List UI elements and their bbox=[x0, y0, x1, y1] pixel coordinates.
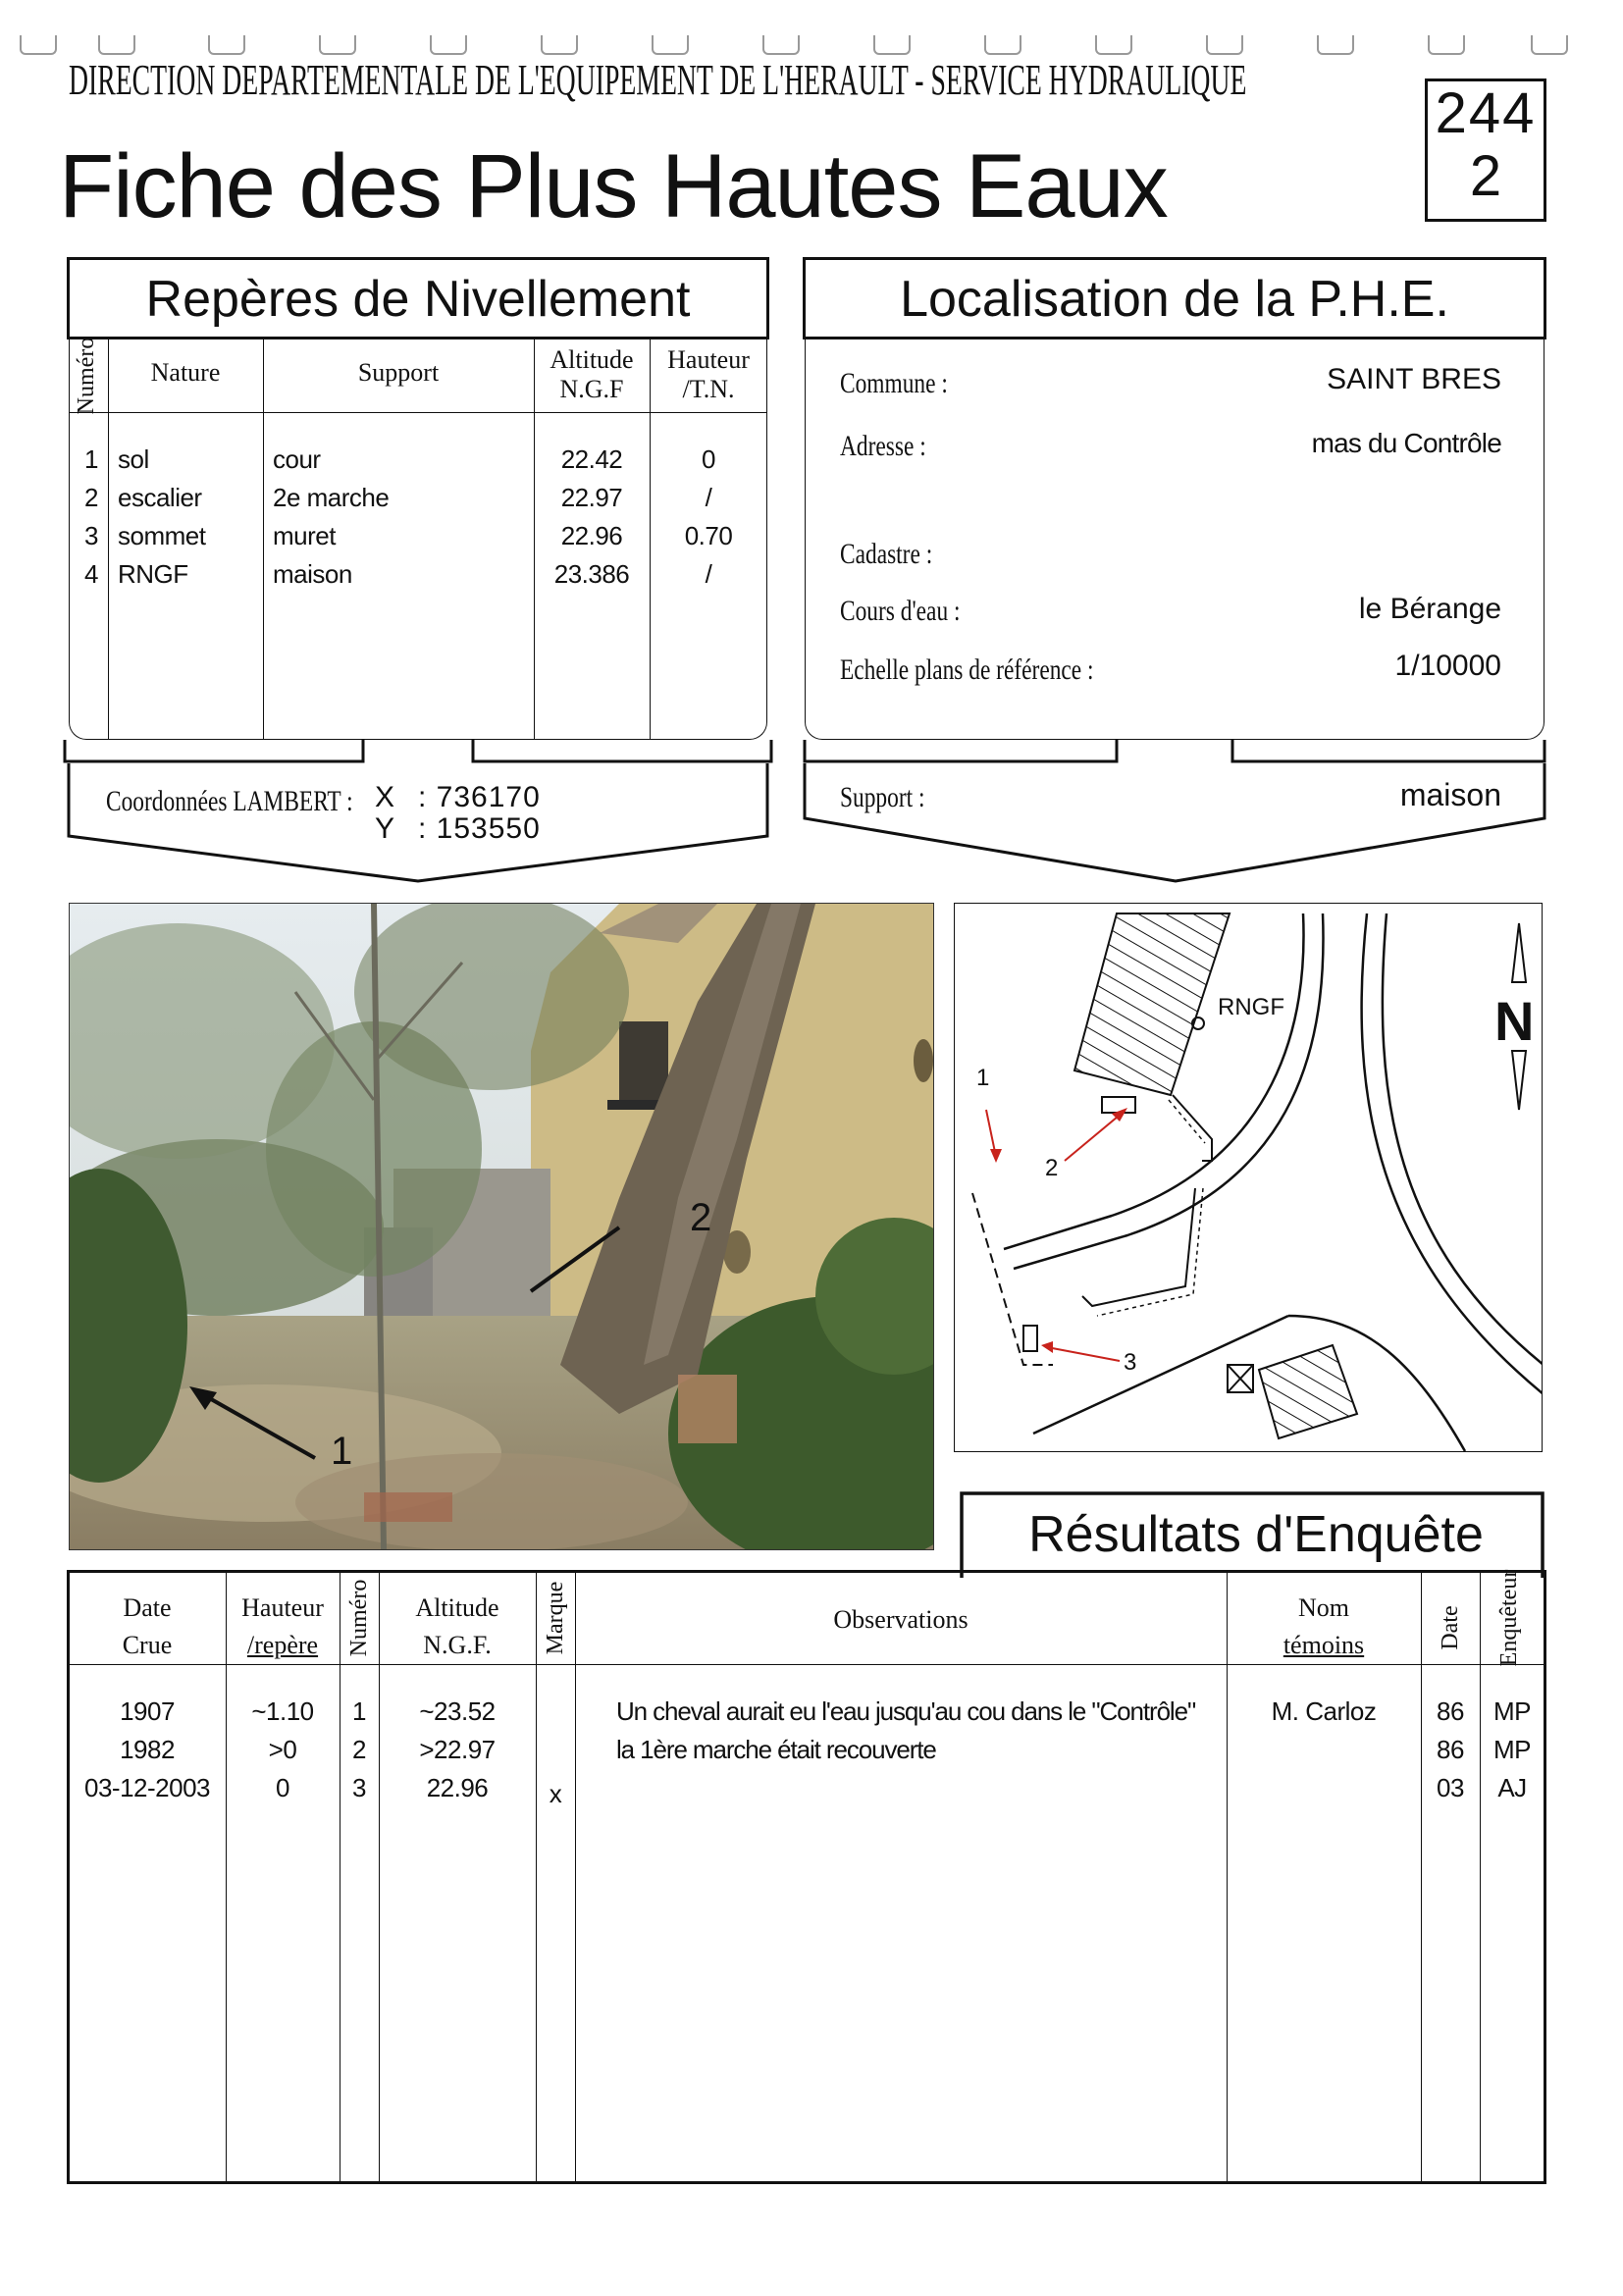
col-support: Support bbox=[357, 358, 440, 387]
plan-drawing bbox=[955, 904, 1542, 1451]
localisation-title: Localisation de la P.H.E. bbox=[900, 271, 1449, 328]
col-nature: Nature bbox=[150, 358, 221, 387]
echelle-label: Echelle plans de référence : bbox=[840, 653, 1094, 686]
col-numero: Numéro bbox=[74, 337, 99, 415]
lambert-label: Coordonnées LAMBERT : bbox=[106, 785, 353, 817]
col-numero-resultats: Numéro bbox=[346, 1579, 372, 1657]
col-marque: Marque bbox=[543, 1581, 568, 1655]
plan-label-2: 2 bbox=[1045, 1155, 1059, 1181]
commune-value: SAINT BRES bbox=[1327, 363, 1501, 395]
site-photo bbox=[69, 903, 934, 1550]
north-label: N bbox=[1494, 990, 1535, 1052]
sheet-number-box bbox=[1425, 78, 1546, 222]
col-date: Date bbox=[1438, 1605, 1463, 1650]
photo-label-2: 2 bbox=[690, 1196, 712, 1239]
cadastre-label: Cadastre : bbox=[840, 538, 933, 570]
page-title: Fiche des Plus Hautes Eaux bbox=[59, 136, 1168, 236]
sheet-number: 244 bbox=[1435, 81, 1537, 145]
col-altitude: Altitude N.G.F bbox=[550, 345, 634, 403]
col-date-crue: Date Crue bbox=[122, 1593, 173, 1659]
cours-eau-label: Cours d'eau : bbox=[840, 595, 961, 627]
sheet-sub-number: 2 bbox=[1469, 144, 1502, 208]
col-hauteur: Hauteur /T.N. bbox=[667, 345, 750, 403]
support-label: Support : bbox=[840, 781, 925, 813]
adresse-label: Adresse : bbox=[840, 430, 926, 462]
resultats-title: Résultats d'Enquête bbox=[1028, 1506, 1484, 1563]
commune-label: Commune : bbox=[840, 367, 948, 399]
col-observations: Observations bbox=[833, 1605, 969, 1634]
reperes-title: Repères de Nivellement bbox=[145, 271, 691, 328]
lambert-y-label: Y bbox=[375, 812, 395, 845]
col-altitude-ngf: Altitude N.G.F. bbox=[415, 1593, 499, 1659]
photo-drawing bbox=[70, 904, 933, 1549]
photo-label-1: 1 bbox=[331, 1430, 353, 1473]
plan-label-3: 3 bbox=[1124, 1349, 1137, 1376]
reperes-title-box bbox=[67, 257, 769, 339]
col-enqueteur: Enquêteur bbox=[1496, 1569, 1522, 1667]
agency-heading: DIRECTION DEPARTEMENTALE DE L'EQUIPEMENT DE L'HERAULT - SERVICE HYDRAULIQUE bbox=[69, 56, 1247, 104]
support-value: maison bbox=[1399, 777, 1501, 812]
plan-label-1: 1 bbox=[976, 1065, 990, 1091]
plan-rngf-label: RNGF bbox=[1218, 994, 1284, 1020]
lambert-y-value: : 153550 bbox=[418, 812, 541, 845]
adresse-value: mas du Contrôle bbox=[1311, 428, 1501, 458]
lambert-x-label: X bbox=[375, 781, 395, 813]
localisation-title-box bbox=[803, 257, 1546, 339]
cours-eau-value: le Bérange bbox=[1358, 593, 1501, 625]
col-hauteur-repere: Hauteur /repère bbox=[241, 1593, 324, 1659]
lambert-x-value: : 736170 bbox=[418, 781, 541, 813]
echelle-value: 1/10000 bbox=[1394, 650, 1501, 682]
col-nom-temoins: Nom témoins bbox=[1283, 1593, 1365, 1659]
site-plan bbox=[954, 903, 1543, 1452]
